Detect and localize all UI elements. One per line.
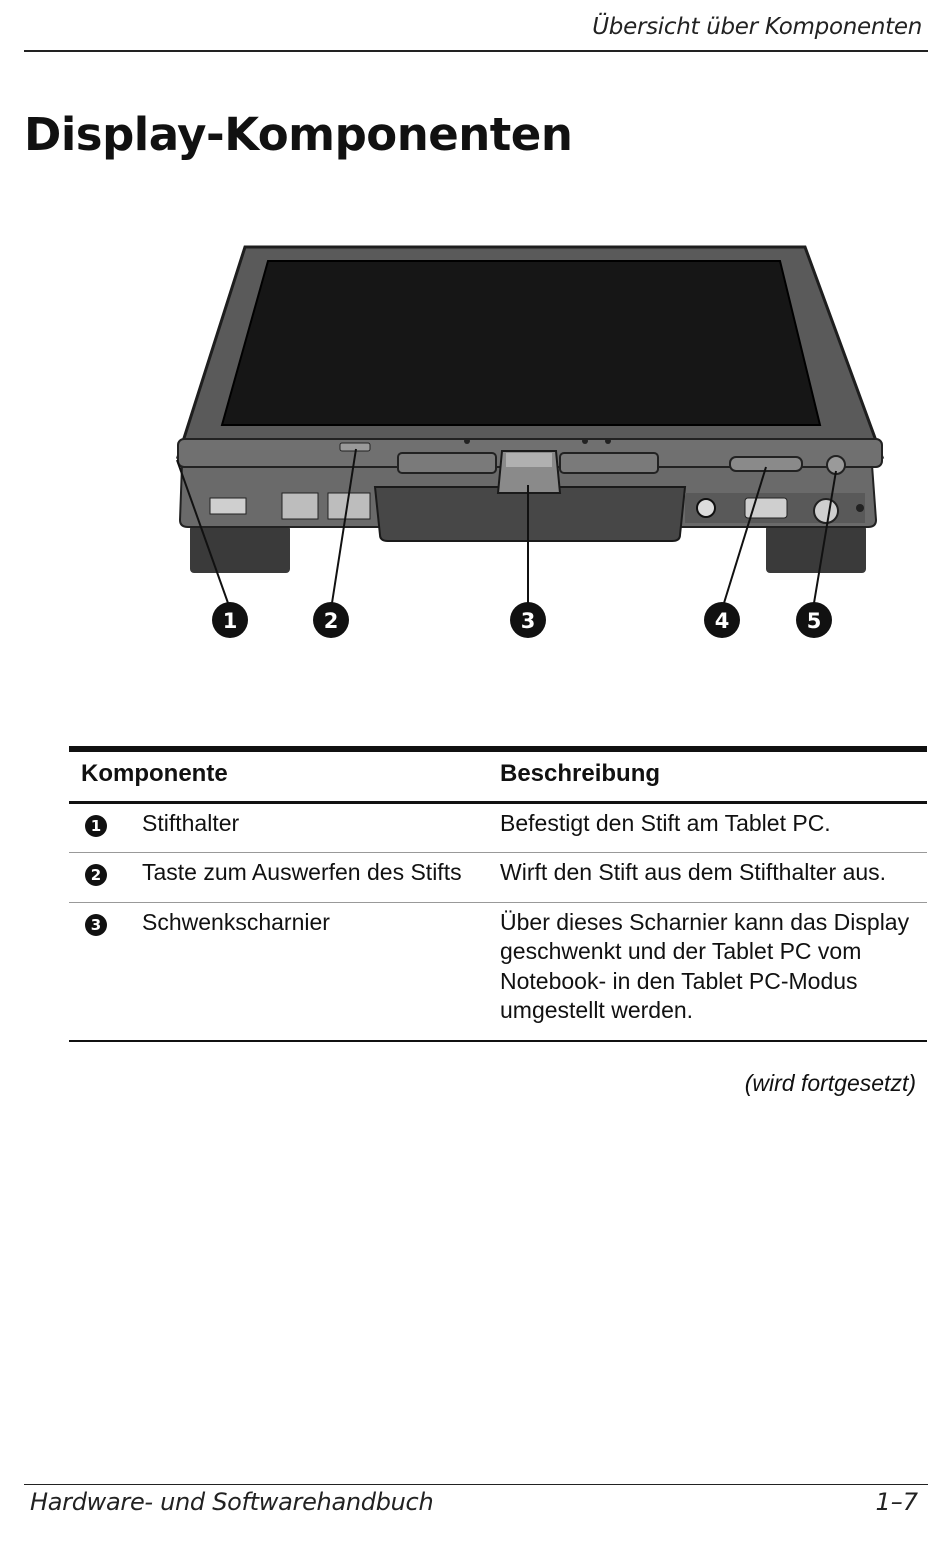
laptop-figure [160, 235, 890, 655]
running-header: Übersicht über Komponenten [592, 14, 922, 40]
laptop-illustration [160, 235, 890, 655]
front-bar [375, 487, 685, 541]
hinge-left [398, 453, 496, 473]
table-row [69, 902, 927, 1041]
port-usb [210, 498, 246, 514]
table-row [69, 853, 927, 903]
footer-page-number: 1–7 [875, 1488, 918, 1516]
callout-4 [704, 602, 740, 638]
row-number-badge: 1 [85, 815, 107, 837]
page-title: Display-Komponenten [24, 108, 573, 161]
row-number-cell [69, 853, 142, 903]
row-number-cell [69, 802, 142, 853]
row-number-badge: 3 [85, 914, 107, 936]
bezel-dot [464, 438, 470, 444]
hinge-right [560, 453, 658, 473]
callout-1-label: 1 [222, 609, 238, 633]
table-row [69, 802, 927, 853]
description-cell: Wirft den Stift aus dem Stifthalter aus. [500, 859, 887, 885]
callout-2-label: 2 [323, 609, 339, 633]
port-audio [856, 504, 864, 512]
port-svideo [814, 499, 838, 523]
port-modem [282, 493, 318, 519]
component-cell: Stifthalter [142, 809, 240, 836]
components-table [69, 746, 927, 1042]
continued-note: (wird fortgesetzt) [744, 1070, 916, 1096]
callout-4-label: 4 [714, 609, 730, 633]
component-cell: Schwenkscharnier [142, 908, 330, 935]
header-component: Komponente [81, 760, 228, 787]
display-screen [222, 261, 820, 425]
header-rule [24, 50, 928, 52]
power-connector [697, 499, 715, 517]
footer-manual-title: Hardware- und Softwarehandbuch [30, 1488, 434, 1516]
swivel-hinge-top [506, 453, 552, 467]
right-foot [766, 525, 866, 573]
row-number-cell [69, 902, 142, 1041]
callout-3 [510, 602, 546, 638]
header-description: Beschreibung [500, 760, 661, 787]
bezel-dot [582, 438, 588, 444]
bezel-dot [605, 438, 611, 444]
callout-2 [313, 602, 349, 638]
callout-5-label: 5 [806, 609, 822, 633]
footer-rule [24, 1484, 928, 1485]
callout-5 [796, 602, 832, 638]
callout-1 [212, 602, 248, 638]
left-foot [190, 525, 290, 573]
row-number-badge: 2 [85, 864, 107, 886]
table-header-row [69, 749, 927, 802]
callout-3-label: 3 [520, 609, 536, 633]
description-cell: Befestigt den Stift am Tablet PC. [500, 809, 831, 836]
component-cell: Taste zum Auswerfen des Stifts [142, 859, 462, 885]
description-cell: Über dieses Scharnier kann das Display geschwenkt und der Tablet PC vom Notebook- in den Tablet PC-Modus umgestellt werden. [500, 908, 910, 1023]
